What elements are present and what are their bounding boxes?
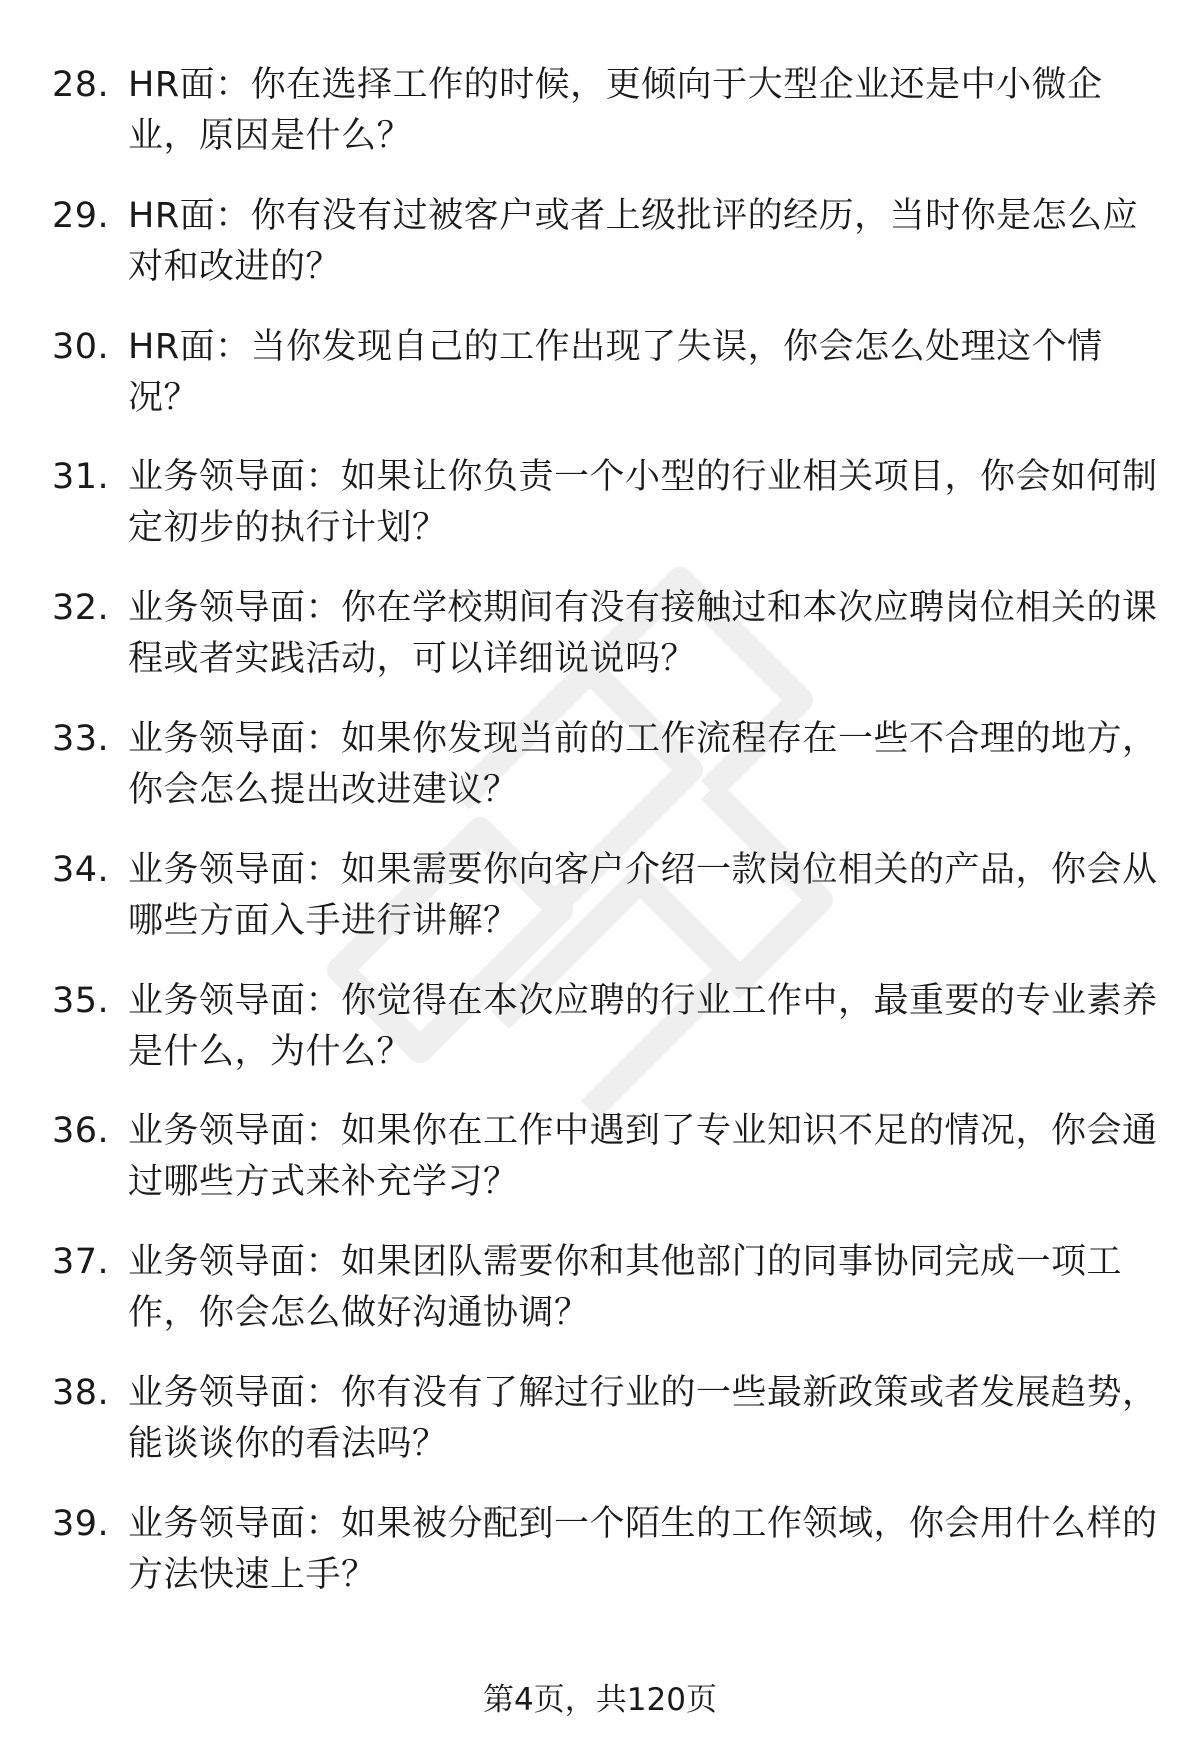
question-text: HR面：当你发现自己的工作出现了失误，你会怎么处理这个情况？ (128, 326, 1103, 418)
question-number: 35. (52, 980, 110, 1021)
list-item (52, 60, 1162, 162)
question-list (52, 60, 1162, 1630)
list-item (52, 1499, 1162, 1601)
question-number: 28. (52, 65, 110, 105)
question-number: 33. (52, 718, 110, 759)
list-item (52, 322, 1162, 424)
question-text: 业务领导面：如果被分配到一个陌生的工作领域，你会用什么样的方法快速上手？ (128, 1503, 1158, 1595)
question-text: 业务领导面：如果团队需要你和其他部门的同事协同完成一项工作，你会怎么做好沟通协调？ (128, 1242, 1123, 1334)
question-number: 34. (52, 849, 110, 890)
question-text: 业务领导面：你有没有了解过行业的一些最新政策或者发展趋势，能谈谈你的看法吗？ (128, 1372, 1158, 1464)
question-text: 业务领导面：你觉得在本次应聘的行业工作中，最重要的专业素养是什么，为什么？ (128, 980, 1158, 1072)
question-number: 37. (52, 1242, 110, 1283)
list-item (52, 1106, 1162, 1208)
list-item (52, 976, 1162, 1078)
question-number: 29. (52, 195, 110, 236)
question-text: 业务领导面：如果你发现当前的工作流程存在一些不合理的地方，你会怎么提出改进建议？ (128, 718, 1158, 810)
question-text: HR面：你在选择工作的时候，更倾向于大型企业还是中小微企业，原因是什么？ (128, 65, 1103, 156)
question-number: 31. (52, 457, 110, 498)
question-number: 30. (52, 326, 110, 367)
list-item (52, 1237, 1162, 1339)
list-item (52, 845, 1162, 947)
list-item (52, 191, 1162, 293)
list-item (52, 714, 1162, 816)
question-text: 业务领导面：你在学校期间有没有接触过和本次应聘岗位相关的课程或者实践活动，可以详细说说吗？ (128, 588, 1158, 680)
list-item (52, 452, 1162, 554)
list-item (52, 1368, 1162, 1470)
page-footer: 第4页，共120页 (483, 1682, 717, 1718)
question-number: 39. (52, 1503, 110, 1544)
question-text: 业务领导面：如果让你负责一个小型的行业相关项目，你会如何制定初步的执行计划？ (128, 457, 1158, 549)
question-text: 业务领导面：如果你在工作中遇到了专业知识不足的情况，你会通过哪些方式来补充学习？ (128, 1111, 1158, 1203)
question-number: 32. (52, 588, 110, 629)
question-number: 36. (52, 1111, 110, 1152)
list-item (52, 583, 1162, 685)
question-text: HR面：你有没有过被客户或者上级批评的经历，当时你是怎么应对和改进的？ (128, 195, 1139, 287)
question-text: 业务领导面：如果需要你向客户介绍一款岗位相关的产品，你会从哪些方面入手进行讲解？ (128, 849, 1158, 941)
question-number: 38. (52, 1372, 110, 1413)
